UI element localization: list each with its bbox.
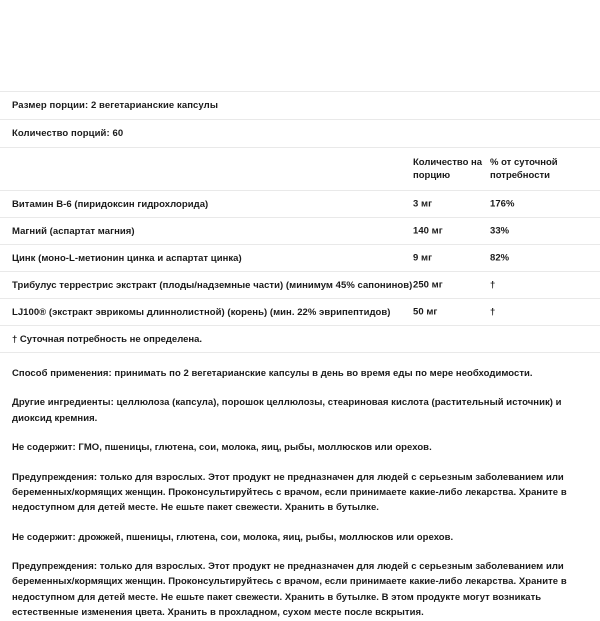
- column-header-amount: Количество на порцию: [413, 157, 483, 181]
- table-row: [0, 272, 600, 298]
- servings-per-container-row: [0, 120, 600, 147]
- daily-value-footnote: † Суточная потребность не определена.: [12, 333, 203, 345]
- allergen-free-paragraph: Не содержит: ГМО, пшеницы, глютена, сои, молока, яиц, рыбы, моллюсков или орехов.: [12, 442, 432, 454]
- table-header-row: [0, 148, 600, 190]
- ingredient-amount: 250 мг: [413, 279, 443, 291]
- table-row: [0, 191, 600, 217]
- ingredient-name: Витамин B-6 (пиридоксин гидрохлорида): [12, 198, 209, 210]
- column-header-daily-value: % от суточной потребности: [490, 157, 558, 181]
- ingredient-amount: 140 мг: [413, 225, 443, 237]
- serving-size-text: Размер порции: 2 вегетарианские капсулы: [12, 100, 219, 111]
- ingredient-daily-value: 176%: [490, 198, 515, 210]
- serving-size-row: [0, 92, 600, 119]
- ingredient-name: Магний (аспартат магния): [12, 225, 135, 237]
- ingredient-name: Цинк (моно-L-метионин цинка и аспартат цинка): [12, 252, 242, 264]
- other-ingredients-paragraph: Другие ингредиенты: целлюлоза (капсула), порошок целлюлозы, стеариновая кислота (растительный источник) и диоксид кремния.: [12, 397, 562, 424]
- daily-value-footnote-row: [0, 326, 600, 352]
- ingredient-name: Трибулус террестрис экстракт (плоды/надземные части) (минимум 45% сапонинов): [12, 279, 413, 291]
- divider: [0, 352, 600, 353]
- allergen-free-paragraph-secondary: Не содержит: дрожжей, пшеницы, глютена, сои, молока, яиц, рыбы, моллюсков или орехов.: [12, 531, 454, 543]
- ingredient-amount: 3 мг: [413, 198, 433, 210]
- ingredient-amount: 50 мг: [413, 306, 438, 318]
- directions-paragraph: Способ применения: принимать по 2 вегетарианские капсулы в день во время еды по мере необходимости.: [12, 368, 533, 379]
- top-spacer: [0, 0, 600, 91]
- ingredient-daily-value: 33%: [490, 225, 510, 237]
- ingredient-name: LJ100® (экстракт эврикомы длиннолистной) (корень) (мин. 22% эврипептидов): [12, 306, 391, 318]
- ingredient-daily-value: 82%: [490, 252, 510, 264]
- warnings-paragraph: Предупреждения: только для взрослых. Этот продукт не предназначен для людей с серьезным заболеванием или беременных/кормящих женщин. Проконсультируйтесь с врачом, если принимаете какие-либо лекарства. Храните в недоступном для детей месте. Не ешьте пакет свежести. Хранить в бутылке.: [12, 471, 567, 514]
- ingredient-amount: 9 мг: [413, 252, 433, 264]
- warnings-paragraph-secondary: Предупреждения: только для взрослых. Этот продукт не предназначен для людей с серьезным заболеванием или беременных/кормящих женщин. Проконсультируйтесь с врачом, если принимаете какие-либо лекарства. Храните в недоступном для детей месте. Не ешьте пакет свежести. Хранить в бутылке. В этом продукте могут возникать естественные изменения цвета. Хранить в прохладном, сухом месте после вскрытия.: [12, 561, 567, 619]
- ingredient-daily-value: †: [490, 306, 496, 318]
- table-row: [0, 218, 600, 244]
- ingredient-daily-value: †: [490, 279, 496, 291]
- servings-per-container-text: Количество порций: 60: [12, 128, 124, 139]
- table-row: [0, 245, 600, 271]
- table-row: [0, 299, 600, 325]
